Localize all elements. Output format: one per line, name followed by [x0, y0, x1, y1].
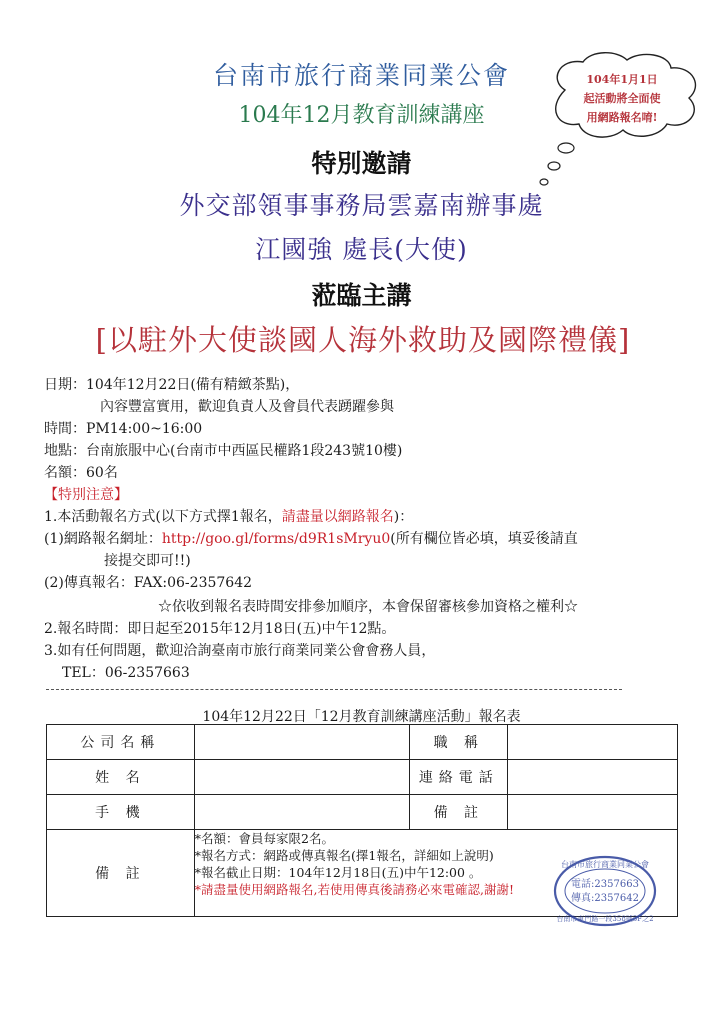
info-time: 時間：PM14:00~16:00	[44, 421, 203, 437]
note-1: *名額：會員每家限2名。	[194, 831, 334, 846]
bubble-line-3: 用網路報名唷!	[586, 111, 658, 124]
bubble-text	[562, 70, 682, 127]
bubble-line-1: 104年1月1日	[586, 73, 658, 86]
name-field[interactable]	[194, 760, 410, 795]
event-title: 104年12月教育訓練講座	[238, 103, 485, 128]
method-emphasis: 請盡量以網路報名	[281, 509, 394, 525]
info-online	[44, 528, 578, 550]
remarks-label: 備 註	[47, 830, 195, 917]
company-field[interactable]	[194, 725, 410, 760]
info-deadline: 2.報名時間：即日起至2015年12月18日(五)中午12點。	[44, 621, 396, 637]
info-quota: 名額：60名	[44, 465, 118, 481]
organization-title: 台南市旅行商業同業公會	[212, 61, 510, 90]
info-contact: 3.如有任何問題，歡迎洽詢臺南市旅行商業同業公會會務人員，	[44, 643, 436, 659]
online-cont: 接提交即可!!)	[104, 553, 191, 569]
info-method	[44, 506, 413, 528]
seal-tel: 電話:2357663	[571, 879, 639, 890]
association-seal-icon	[553, 855, 657, 927]
seal-org: 台南市旅行商業同業公會	[561, 860, 649, 869]
info-location: 地點：台南旅服中心(台南市中西區民權路1段243號10樓)	[44, 443, 403, 459]
form-title: 104年12月22日「12月教育訓練講座活動」報名表	[202, 709, 521, 725]
info-date: 日期：104年12月22日(備有精緻茶點)，	[44, 377, 300, 393]
lecture-topic: [以駐外大使談國人海外救助及國際禮儀]	[95, 323, 631, 357]
info-tel: TEL：06-2357663	[62, 665, 190, 681]
note-3: *報名截止日期：104年12月18日(五)中午12:00 。	[194, 865, 482, 880]
seal-address: 台南市東門路一段358號5F之2	[556, 915, 654, 923]
note-4: *請盡量使用網路報名,若使用傳真後請務必來電確認,謝謝!	[194, 882, 514, 897]
method-suffix: )：	[393, 509, 414, 525]
phone-field[interactable]	[508, 760, 678, 795]
mobile-label: 手 機	[47, 795, 195, 830]
invite-heading: 特別邀請	[311, 149, 412, 178]
note-2: *報名方式：網路或傳真報名(擇1報名，詳細如上說明)	[194, 848, 494, 863]
info-date-note: 內容豐富實用，歡迎負責人及會員代表踴躍參與	[100, 399, 394, 415]
name-label: 姓 名	[47, 760, 195, 795]
speaker-name: 江國強 處長(大使)	[255, 235, 468, 264]
mobile-field[interactable]	[194, 795, 410, 830]
special-heading: 【特別注意】	[44, 487, 128, 503]
phone-label: 連絡電話	[410, 760, 508, 795]
remark-field[interactable]	[508, 795, 678, 830]
company-label: 公司名稱	[47, 725, 195, 760]
method-prefix: 1.本活動報名方式(以下方式擇1報名，	[44, 509, 282, 525]
lecture-heading: 蒞臨主講	[311, 281, 412, 310]
office-name: 外交部領事事務局雲嘉南辦事處	[179, 191, 544, 220]
info-fax: (2)傳真報名：FAX:06-2357642	[44, 575, 253, 591]
bubble-tail-icon	[536, 140, 576, 190]
bubble-line-2: 起活動將全面使	[583, 92, 661, 105]
remark-label: 備 註	[410, 795, 508, 830]
online-suffix: (所有欄位皆必填，填妥後請直	[390, 531, 578, 547]
seal-fax: 傳真:2357642	[571, 893, 639, 904]
online-url-link[interactable]: http://goo.gl/forms/d9R1sMryu0	[161, 531, 391, 547]
online-prefix: (1)網路報名網址：	[44, 531, 162, 547]
order-note: ☆依收到報名表時間安排參加順序，本會保留審核參加資格之權利☆	[158, 599, 578, 615]
position-label: 職 稱	[410, 725, 508, 760]
position-field[interactable]	[508, 725, 678, 760]
cut-line	[46, 689, 622, 690]
